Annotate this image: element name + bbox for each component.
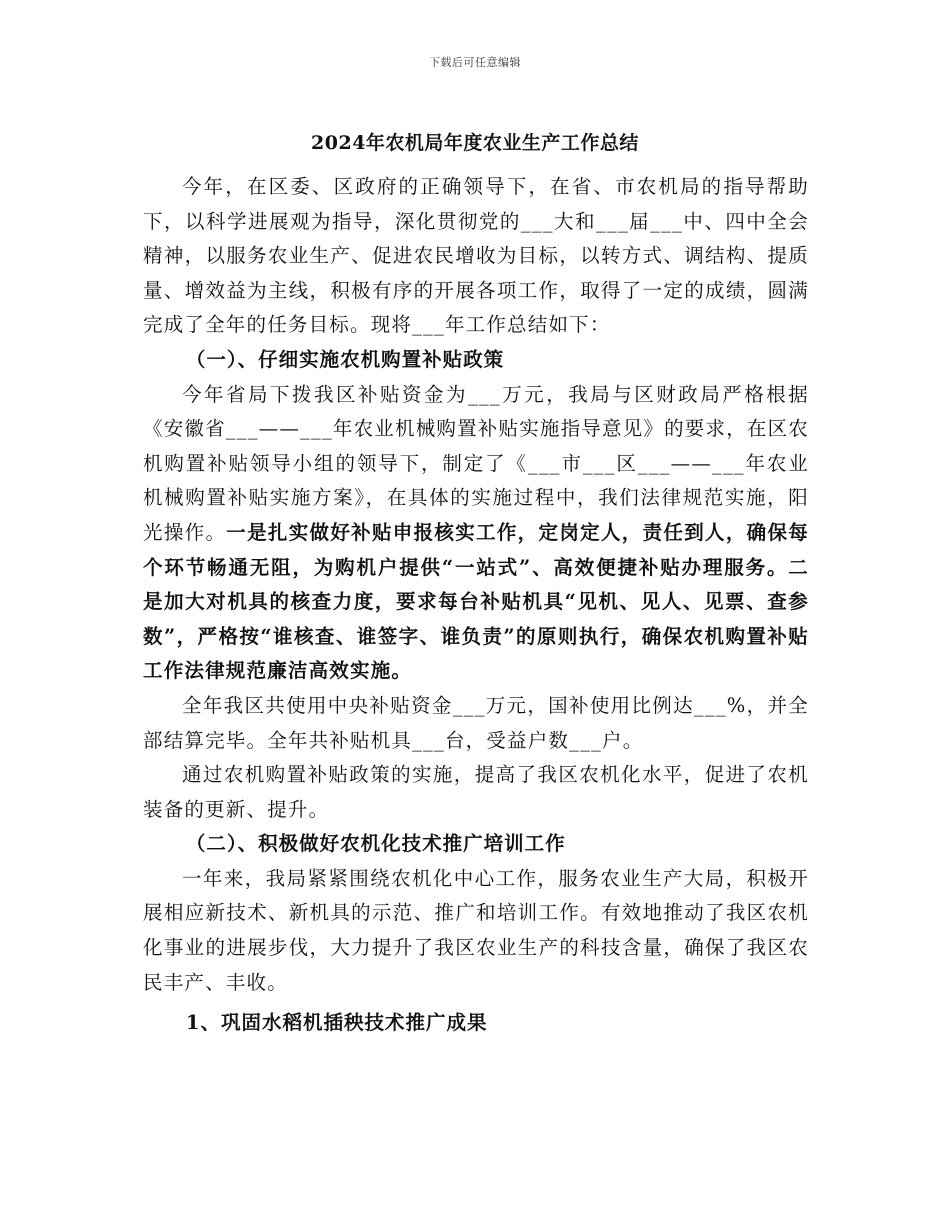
section-2-paragraph-1: 一年来，我局紧紧围绕农机化中心工作，服务农业生产大局，积极开展相应新技术、新机具的示范、推广和培训工作。有效地推动了我区农机化事业的进展步伐，大力提升了我区农业生产的科技含量，确保了我区农民丰产、丰收。 xyxy=(143,866,809,994)
page-header-note: 下载后可任意编辑 xyxy=(429,56,521,69)
section-1-heading: （一）、仔细实施农机购置补贴政策 xyxy=(185,347,505,371)
section-1-paragraph-1-text: 今年省局下拨我区补贴资金为___万元，我局与区财政局严格根据《安徽省___——___年农业机械购置补贴实施指导意见》的要求，在区农机购置补贴领导小组的领导下，制定了《___市___区___——___年农业机械购置补贴实施方案》，在具体的实施过程中，我们法律规范实施，阳光操作。 xyxy=(143,382,810,544)
document-body xyxy=(143,170,809,1041)
section-1-paragraph-3: 通过农机购置补贴政策的实施，提高了我区农机化水平，促进了农机装备的更新、提升。 xyxy=(143,763,809,821)
section-1-paragraph-2: 全年我区共使用中央补贴资金___万元，国补使用比例达___%，并全部结算完毕。全年共补贴机具___台，受益户数___户。 xyxy=(143,693,809,752)
section-1-paragraph-1 xyxy=(143,378,809,689)
section-2-subheading-1: 1、巩固水稻机插秧技术推广成果 xyxy=(185,1011,488,1035)
document-title: 2024年农机局年度农业生产工作总结 xyxy=(311,132,639,154)
section-1-paragraph-1-bold-text: 一是扎实做好补贴申报核实工作，定岗定人，责任到人，确保每个环节畅通无阻，为购机户提供“一站式”、高效便捷补贴办理服务。二是加大对机具的核查力度，要求每台补贴机具“见机、见人、见票、查参数”，严格按“谁核查、谁签字、谁负责”的原则执行，确保农机购置补贴工作法律规范廉洁高效实施。 xyxy=(143,520,809,683)
intro-paragraph: 今年，在区委、区政府的正确领导下，在省、市农机局的指导帮助下，以科学进展观为指导，深化贯彻党的___大和___届___中、四中全会精神，以服务农业生产、促进农民增收为目标，以转方式、调结构、提质量、增效益为主线，积极有序的开展各项工作，取得了一定的成绩，圆满完成了全年的任务目标。现将___年工作总结如下： xyxy=(143,175,809,337)
section-2-heading: （二）、积极做好农机化技术推广培训工作 xyxy=(185,832,566,856)
